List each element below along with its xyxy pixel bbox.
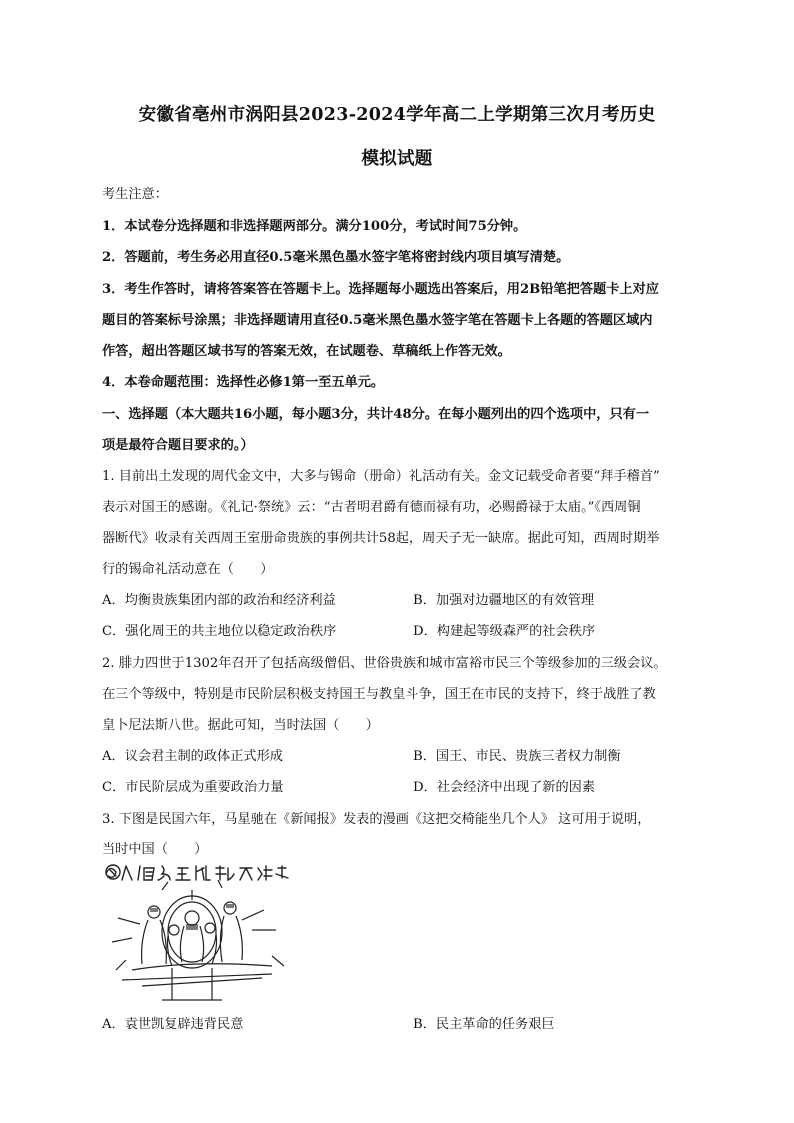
question-1-stem: 表示对国王的感谢。《礼记·祭统》云：“古者明君爵有德而禄有功，必赐爵禄于太庙。”《西周铜 — [102, 500, 641, 515]
exam-title-line2: 模拟试题 — [361, 149, 433, 169]
question-2-stem: 2. 腓力四世于1302年召开了包括高级僧侣、世俗贵族和城市富裕市民三个等级参加的三级会议。 — [102, 656, 667, 671]
question-3-option-b[interactable]: B．民主革命的任务艰巨 — [413, 1017, 555, 1032]
question-3-option-a[interactable]: A．袁世凯复辟违背民意 — [102, 1017, 244, 1032]
question-2-stem: 在三个等级中，特别是市民阶层积极支持国王与教皇斗争，国王在市民的支持下，终于战胜了教 — [102, 687, 656, 702]
question-3-stem: 3. 下图是民国六年，马星驰在《新闻报》发表的漫画《这把交椅能坐几个人》 这可用于说明， — [102, 812, 651, 827]
question-1-option-d[interactable]: D．构建起等级森严的社会秩序 — [413, 624, 596, 639]
question-2-option-a[interactable]: A．议会君主制的政体正式形成 — [102, 749, 283, 764]
question-2-option-c[interactable]: C．市民阶层成为重要政治力量 — [102, 780, 284, 795]
question-1-option-b[interactable]: B．加强对边疆地区的有效管理 — [413, 593, 595, 608]
section-heading: 一、选择题（本大题共16小题，每小题3分，共计48分。在每小题列出的四个选项中，只有一 — [102, 407, 650, 422]
cartoon-caption-lettering — [106, 865, 288, 880]
question-1-stem: 行的锡命礼活动意在（ ） — [102, 562, 274, 577]
notice-item: 作答，超出答题区域书写的答案无效，在试题卷、草稿纸上作答无效。 — [102, 344, 511, 359]
cartoon-drawing — [112, 880, 284, 1000]
notice-item: 4．本卷命题范围：选择性必修1第一至五单元。 — [102, 375, 385, 390]
notice-item: 3．考生作答时，请将答案答在答题卡上。选择题每小题选出答案后，用2B铅笔把答题卡上对应 — [102, 282, 659, 297]
question-1-stem: 器断代》收录有关西周王室册命贵族的事例共计58起，周天子无一缺席。据此可知，西周时期举 — [102, 531, 660, 546]
notice-item: 1．本试卷分选择题和非选择题两部分。满分100分，考试时间75分钟。 — [102, 219, 527, 234]
question-1-stem: 1. 目前出土发现的周代金文中，大多与锡命（册命）礼活动有关。金文记载受命者要“拜手稽首” — [102, 469, 660, 484]
question-2-option-d[interactable]: D．社会经济中出现了新的因素 — [413, 780, 596, 795]
notice-heading: 考生注意： — [102, 187, 168, 202]
notice-item: 题目的答案标号涂黑；非选择题请用直径0.5毫米黑色墨水签字笔在答题卡上各题的答题区域内 — [102, 313, 653, 328]
section-heading-line2: 项是最符合题目要求的。） — [102, 438, 254, 453]
question-1-option-a[interactable]: A．均衡贵族集团内部的政治和经济利益 — [102, 593, 336, 608]
cartoon-image — [102, 860, 292, 1010]
exam-title: 安徽省亳州市涡阳县2023-2024学年高二上学期第三次月考历史 — [138, 105, 656, 125]
question-2-option-b[interactable]: B．国王、市民、贵族三者权力制衡 — [413, 749, 621, 764]
question-1-option-c[interactable]: C．强化周王的共主地位以稳定政治秩序 — [102, 624, 337, 639]
question-3-stem: 当时中国（ ） — [102, 842, 208, 857]
question-2-stem: 皇卜尼法斯八世。据此可知，当时法国（ ） — [102, 718, 379, 733]
notice-item: 2．答题前，考生务必用直径0.5毫米黑色墨水签字笔将密封线内项目填写清楚。 — [102, 250, 570, 265]
